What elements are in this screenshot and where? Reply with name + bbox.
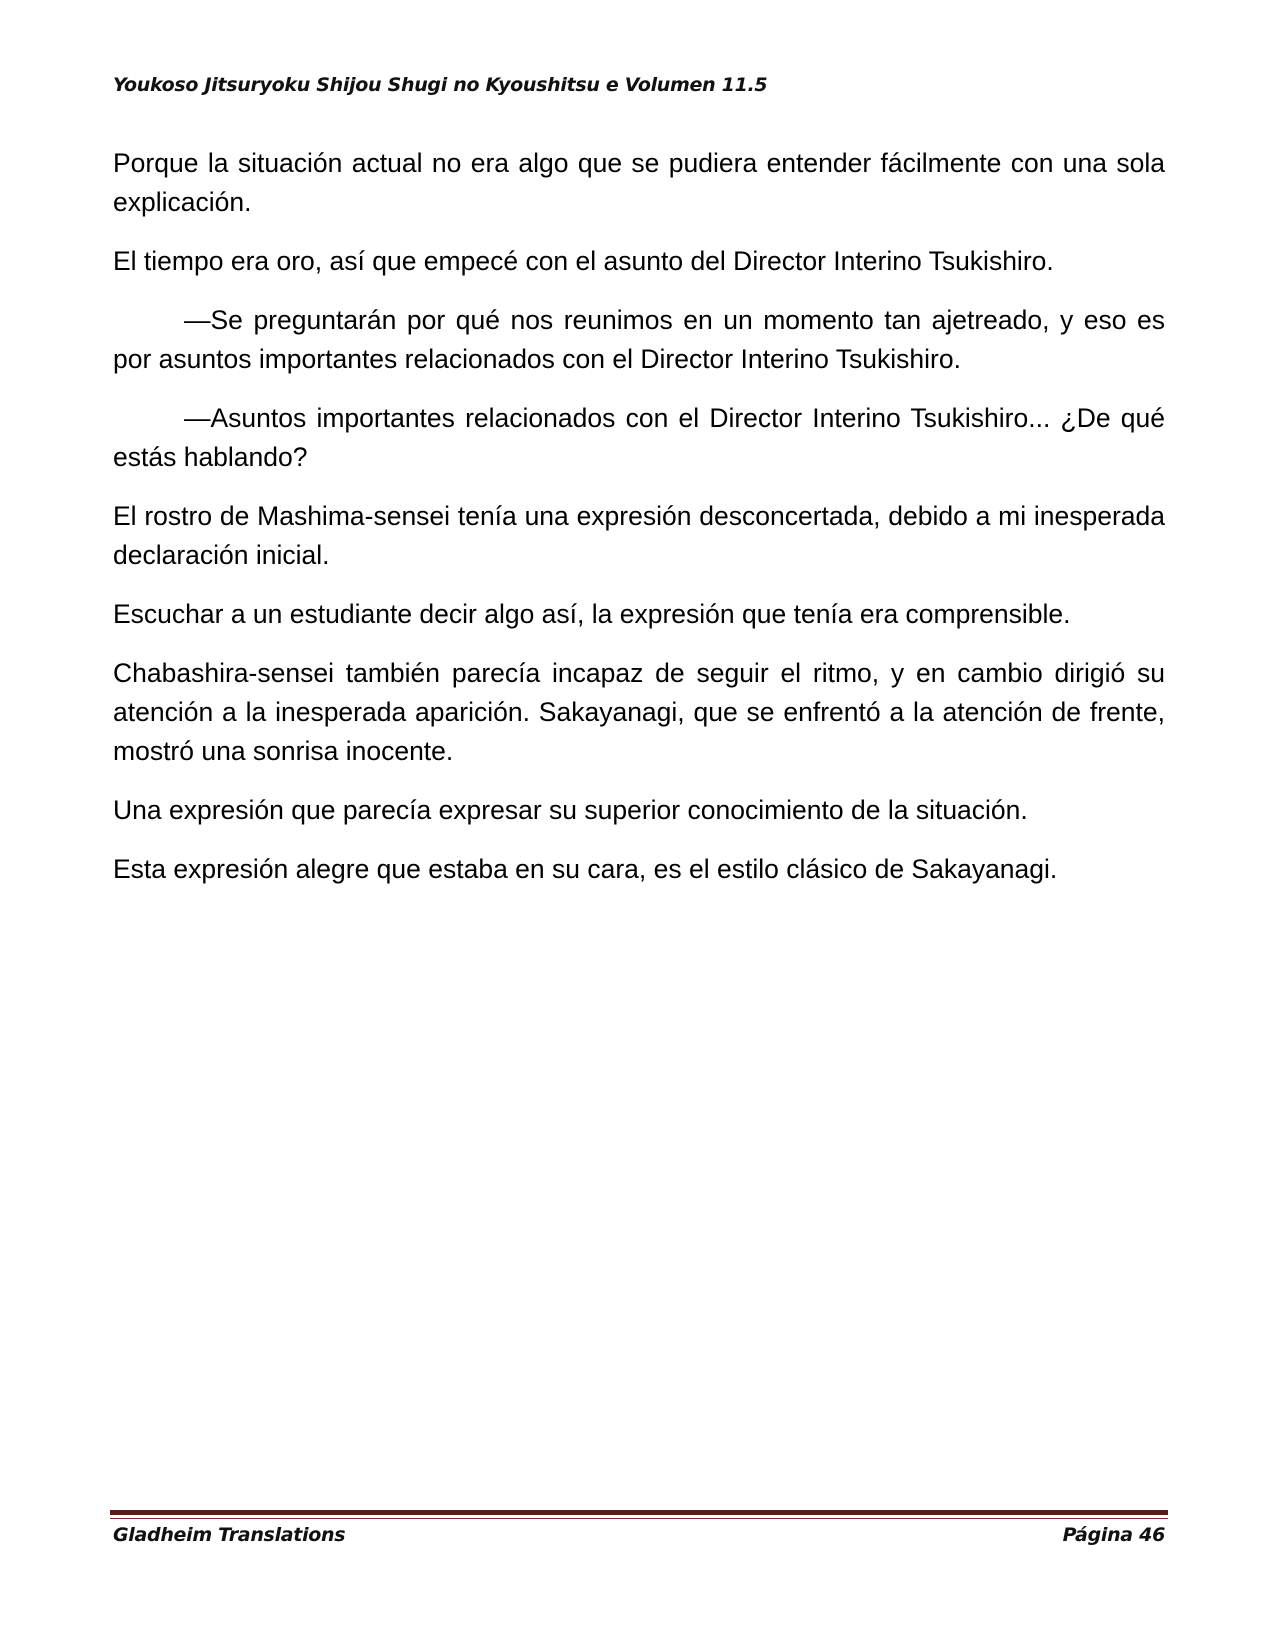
running-header: Youkoso Jitsuryoku Shijou Shugi no Kyoushitsu e Volumen 11.5	[113, 74, 768, 96]
paragraph: Una expresión que parecía expresar su superior conocimiento de la situación.	[113, 795, 1028, 825]
paragraph: El tiempo era oro, así que empecé con el asunto del Director Interino Tsukishiro.	[113, 246, 1054, 276]
body-text	[113, 144, 1165, 909]
paragraph: Escuchar a un estudiante decir algo así, la expresión que tenía era comprensible.	[113, 599, 1071, 629]
paragraph: Chabashira-sensei también parecía incapaz de seguir el ritmo, y en cambio dirigió su atención a la inesperada aparición. Sakayanagi, que se enfrentó a la atención de frente, mostró una sonrisa inocente.	[113, 658, 1165, 766]
footer-rule-thin	[110, 1518, 1168, 1519]
dialog-paragraph: —Asuntos importantes relacionados con el Director Interino Tsukishiro... ¿De qué estás hablando?	[113, 403, 1165, 472]
dialog-paragraph: —Se preguntarán por qué nos reunimos en un momento tan ajetreado, y eso es por asuntos importantes relacionados con el Director Interino Tsukishiro.	[113, 305, 1165, 374]
footer-rule	[110, 1510, 1168, 1515]
paragraph: El rostro de Mashima-sensei tenía una expresión desconcertada, debido a mi inesperada declaración inicial.	[113, 501, 1165, 570]
footer-credit: Gladheim Translations	[113, 1524, 346, 1546]
page-number: Página 46	[1062, 1524, 1165, 1546]
paragraph: Esta expresión alegre que estaba en su cara, es el estilo clásico de Sakayanagi.	[113, 854, 1058, 884]
paragraph: Porque la situación actual no era algo que se pudiera entender fácilmente con una sola explicación.	[113, 148, 1165, 217]
